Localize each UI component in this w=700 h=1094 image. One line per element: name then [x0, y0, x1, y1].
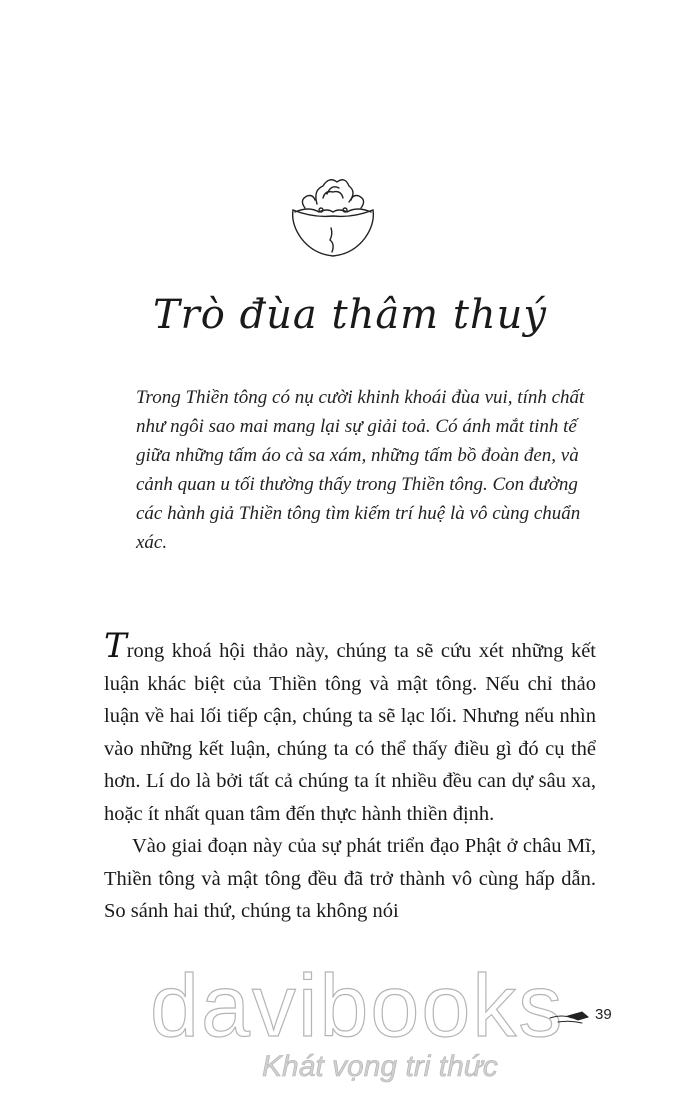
watermark-tagline: Khát vọng tri thức: [262, 1050, 498, 1083]
paragraph-1-text: rong khoá hội thảo này, chúng ta sẽ cứu xét những kết luận khác biệt của Thiền tông và mật tông. Nếu chỉ thảo luận về hai lối tiếp cận, chúng ta sẽ lạc lối. Nhưng nếu nhìn vào những kết luận, chúng ta có thể thấy điều gì đó cụ thể hơn. Lí do là bởi tất cả chúng ta ít nhiều đều can dự sâu xa, hoặc ít nhất quan tâm đến thực hành thiền định.: [104, 640, 596, 825]
paragraph-1: [104, 626, 596, 830]
chapter-title: Trò đùa thâm thuý: [152, 292, 548, 338]
drop-cap: T: [104, 626, 127, 666]
body-text: [104, 626, 596, 928]
watermark-brand: davibooks: [150, 956, 565, 1055]
page-flourish-icon: [548, 1004, 592, 1026]
lotus-bowl-ornament-icon: [283, 168, 383, 268]
paragraph-2: Vào giai đoạn này của sự phát triển đạo Phật ở châu Mĩ, Thiền tông và mật tông đều đã trở thành vô cùng hấp dẫn. So sánh hai thứ, chúng ta không nói: [104, 835, 596, 922]
chapter-epigraph: Trong Thiền tông có nụ cười khinh khoái đùa vui, tính chất như ngôi sao mai mang lại sự giải toả. Có ánh mắt tinh tế giữa những tấm áo cà sa xám, những tấm bồ đoàn đen, và cảnh quan u tối thường thấy trong Thiền tông. Con đường các hành giả Thiền tông tìm kiếm trí huệ là vô cùng chuẩn xác.: [136, 387, 585, 553]
page-number: 39: [595, 1006, 612, 1023]
